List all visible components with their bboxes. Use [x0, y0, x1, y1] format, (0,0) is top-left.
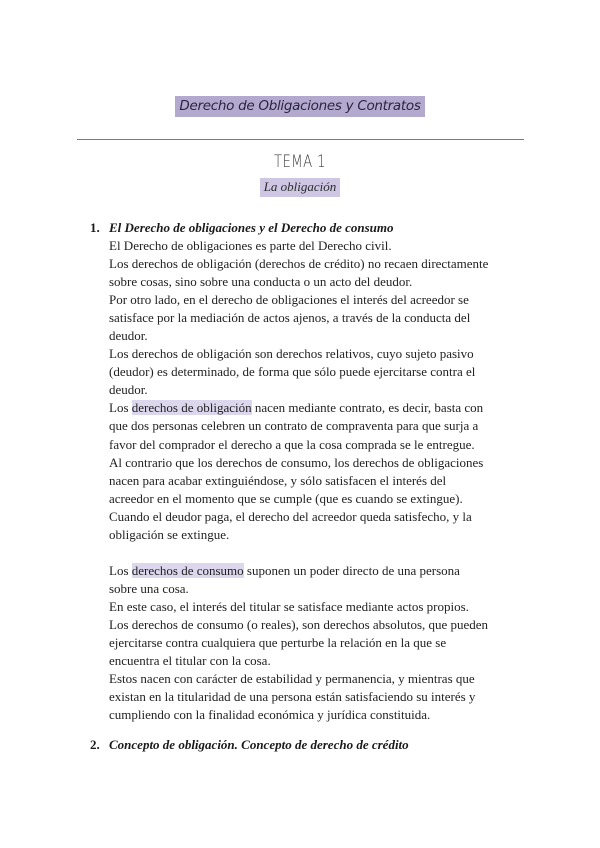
- body-line: En este caso, el interés del titular se satisface mediante actos propios.: [109, 598, 469, 614]
- section-1-heading: [90, 220, 394, 236]
- body-line-highlighted: [109, 399, 529, 417]
- body-line: Cuando el deudor paga, el derecho del acreedor queda satisfecho, y la: [109, 508, 472, 524]
- body-line: Los derechos de obligación son derechos relativos, cuyo sujeto pasivo: [109, 346, 474, 362]
- body-line: nacen para acabar extinguiéndose, y sólo satisfacen el interés del: [109, 472, 447, 488]
- document-title-text: Derecho de Obligaciones y Contratos: [175, 96, 424, 117]
- section-2-heading-text: Concepto de obligación. Concepto de derecho de crédito: [109, 737, 409, 752]
- section-2-number: 2.: [90, 737, 100, 752]
- body-line: ejercitarse contra cualquiera que perturbe la relación en la que se: [109, 634, 447, 650]
- body-line: obligación se extingue.: [109, 526, 230, 542]
- body-line: sobre una cosa.: [109, 580, 189, 596]
- body-line: El Derecho de obligaciones es parte del Derecho civil.: [109, 238, 392, 253]
- section-1-number: 1.: [90, 220, 100, 235]
- text-fragment: Los: [109, 562, 132, 578]
- body-line: Estos nacen con carácter de estabilidad y permanencia, y mientras que: [109, 671, 475, 687]
- text-fragment: Los: [109, 400, 132, 416]
- body-line-highlighted: [109, 562, 529, 580]
- body-line: encuentra el titular con la cosa.: [109, 653, 271, 669]
- highlighted-term-consumo: derechos de consumo: [131, 562, 244, 578]
- body-line: cumpliendo con la finalidad económica y jurídica constituida.: [109, 707, 431, 723]
- body-line: Los derechos de obligación (derechos de crédito) no recaen directamente: [109, 256, 489, 272]
- body-line: favor del comprador el derecho a que la cosa comprada se le entregue.: [109, 436, 475, 452]
- text-fragment: nacen mediante contrato, es decir, basta con: [251, 400, 484, 416]
- section-2-heading: [90, 737, 409, 753]
- chapter-subtitle: [0, 178, 600, 197]
- text-fragment: suponen un poder directo de una persona: [243, 562, 460, 578]
- document-title: [0, 96, 600, 117]
- body-line: que dos personas celebren un contrato de compraventa para que surja a: [109, 418, 479, 434]
- body-line: Por otro lado, en el derecho de obligaciones el interés del acreedor se: [109, 292, 469, 308]
- body-line: sobre cosas, sino sobre una conducta o un acto del deudor.: [109, 274, 413, 290]
- body-line: deudor.: [109, 328, 148, 344]
- body-line: Al contrario que los derechos de consumo, los derechos de obligaciones: [109, 454, 484, 470]
- title-divider: [77, 139, 524, 140]
- chapter-subtitle-text: La obligación: [260, 178, 341, 197]
- section-1-heading-text: El Derecho de obligaciones y el Derecho de consumo: [109, 220, 394, 235]
- body-line: deudor.: [109, 382, 148, 398]
- paragraph-gap: [109, 544, 529, 562]
- body-line: Los derechos de consumo (o reales), son derechos absolutos, que pueden: [109, 616, 489, 632]
- body-line: acreedor en el momento que se cumple (que es cuando se extingue).: [109, 490, 463, 506]
- tema-label: TEMA 1: [274, 152, 326, 172]
- body-line: (deudor) es determinado, de forma que sólo puede ejercitarse contra el: [109, 364, 476, 380]
- section-1-body: [109, 237, 529, 724]
- highlighted-term-obligacion: derechos de obligación: [131, 400, 252, 416]
- body-line: existan en la titularidad de una persona están satisfaciendo su interés y: [109, 689, 476, 705]
- body-line: satisface por la mediación de actos ajenos, a través de la conducta del: [109, 310, 471, 326]
